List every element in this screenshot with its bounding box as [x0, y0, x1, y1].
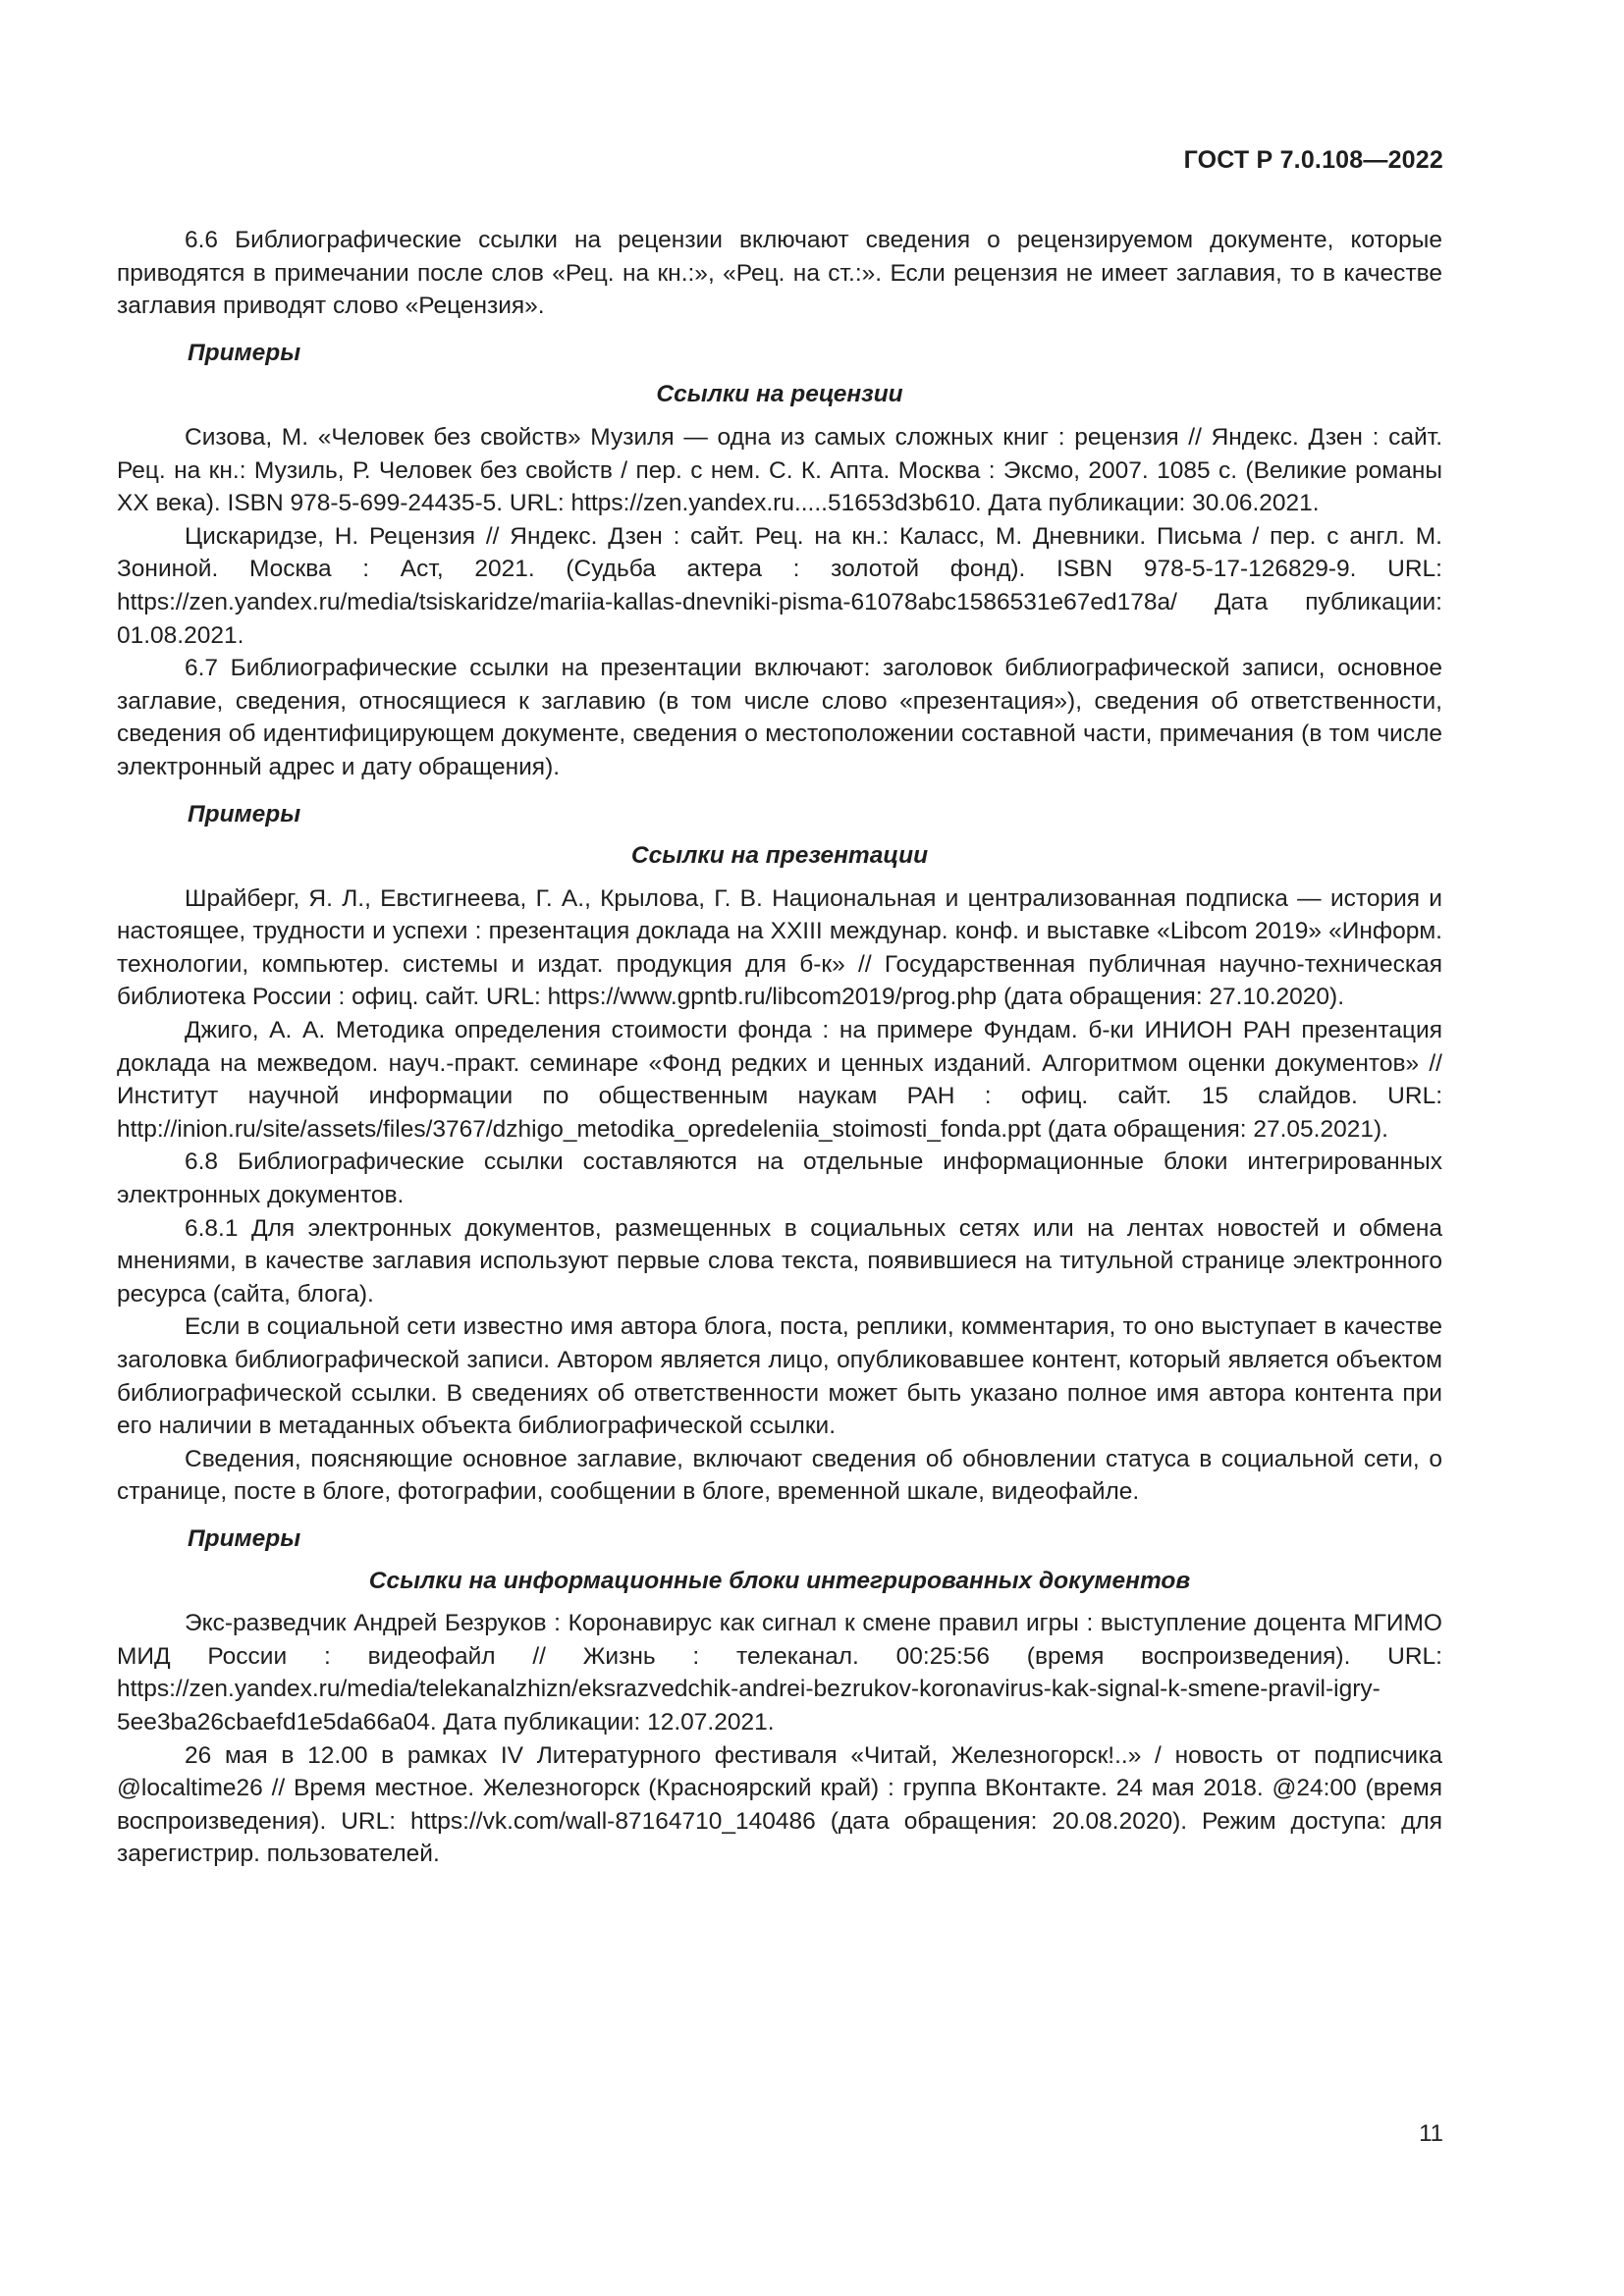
examples-label: Примеры [188, 1524, 301, 1552]
clause-6-8: 6.8 Библиографические ссылки составляются на отдельные информационные блоки интегрированных электронных документов. [117, 1148, 1442, 1209]
clause-6-8-1: 6.8.1 Для электронных документов, размещенных в социальных сетях или на лентах новостей и обмена мнениями, в качестве заглавия используют первые слова текста, появившиеся на титульной странице электронного ресурса (сайта, блога). [117, 1214, 1442, 1308]
examples-label: Примеры [188, 800, 301, 828]
examples-title: Ссылки на рецензии [656, 381, 903, 408]
examples-label: Примеры [188, 339, 301, 366]
body-paragraph: Сведения, поясняющие основное заглавие, включают сведения об обновлении статуса в социальной сети, о странице, посте в блоге, фотографии, сообщении в блоге, временной шкале, видеофайле. [117, 1445, 1442, 1506]
page-number: 11 [1419, 2120, 1443, 2147]
example-reference: Экс-разведчик Андрей Безруков : Коронавирус как сигнал к смене правил игры : выступление доцента МГИМО МИД России : видеофайл // Жизнь : телеканал. 00:25:56 (время воспроизведения). URL: https://zen.yandex.ru/media/telekanalzhizn/eksrazvedchik-andrei-bezrukov-koronavirus-kak-signal-k-smene-pravil-igry-5ee3ba26cbaefd1e5da66a04. Дата публикации: 12.07.2021. [117, 1610, 1442, 1735]
example-reference: Цискаридзе, Н. Рецензия // Яндекс. Дзен : сайт. Рец. на кн.: Каласс, М. Дневники. Письма / пер. с англ. М. Зониной. Москва : Аст, 2021. (Судьба актера : золотой фонд). ISBN 978-5-17-126829-9. URL: https://zen.yandex.ru/media/tsiskaridze/mariia-kallas-dnevniki-pisma-61078abc1586531e67ed178a/ Дата публикации: 01.08.2021. [117, 522, 1442, 649]
examples-title: Ссылки на презентации [630, 842, 929, 870]
body-paragraph: Если в социальной сети известно имя автора блога, поста, реплики, комментария, то оно выступает в качестве заголовка библиографической записи. Автором является лицо, опубликовавшее контент, который является объектом библиографической ссылки. В сведениях об ответственности может быть указано полное имя автора контента при его наличии в метаданных объекта библиографической ссылки. [117, 1313, 1442, 1440]
example-reference: Джиго, А. А. Методика определения стоимости фонда : на примере Фундам. б-ки ИНИОН РАН презентация доклада на межведом. науч.-практ. семинаре «Фонд редких и ценных изданий. Алгоритмом оценки документов» // Институт научной информации по общественным наукам РАН : офиц. сайт. 15 слайдов. URL: http://inion.ru/site/assets/files/3767/dzhigo_metodika_opredeleniia_stoimosti_fonda.ppt (дата обращения: 27.05.2021). [117, 1017, 1442, 1143]
examples-title: Ссылки на информационные блоки интегрированных документов [368, 1567, 1191, 1594]
example-reference: Сизова, М. «Человек без свойств» Музиля — одна из самых сложных книг : рецензия // Яндекс. Дзен : сайт. Рец. на кн.: Музиль, Р. Человек без свойств / пер. с нем. С. К. Апта. Москва : Эксмо, 2007. 1085 с. (Великие романы XX века). ISBN 978-5-699-24435-5. URL: https://zen.yandex.ru.....51653d3b610. Дата публикации: 30.06.2021. [117, 423, 1442, 517]
clause-6-6: 6.6 Библиографические ссылки на рецензии включают сведения о рецензируемом документе, которые приводятся в примечании после слов «Рец. на кн.:», «Рец. на ст.:». Если рецензия не имеет заглавия, то в качестве заглавия приводят слово «Рецензия». [117, 227, 1442, 320]
standard-designation: ГОСТ Р 7.0.108—2022 [1183, 146, 1443, 174]
clause-6-7: 6.7 Библиографические ссылки на презентации включают: заголовок библиографической записи, основное заглавие, сведения, относящиеся к заглавию (в том числе слово «презентация»), сведения об ответственности, сведения об идентифицирующем документе, сведения о местоположении составной части, примечания (в том числе электронный адрес и дату обращения). [117, 655, 1442, 780]
document-body [117, 224, 1442, 1871]
example-reference: 26 мая в 12.00 в рамках IV Литературного фестиваля «Читай, Железногорск!..» / новость от подписчика @localtime26 // Время местное. Железногорск (Красноярский край) : группа ВКонтакте. 24 мая 2018. @24:00 (время воспроизведения). URL: https://vk.com/wall-87164710_140486 (дата обращения: 20.08.2020). Режим доступа: для зарегистрир. пользователей. [117, 1741, 1442, 1868]
example-reference: Шрайберг, Я. Л., Евстигнеева, Г. А., Крылова, Г. В. Национальная и централизованная подписка — история и настоящее, трудности и успехи : презентация доклада на XXIII междунар. конф. и выставке «Libcom 2019» «Информ. технологии, компьютер. системы и издат. продукция для б-к» // Государственная публичная научно-техническая библиотека России : офиц. сайт. URL: https://www.gpntb.ru/libcom2019/prog.php (дата обращения: 27.10.2020). [117, 884, 1442, 1011]
